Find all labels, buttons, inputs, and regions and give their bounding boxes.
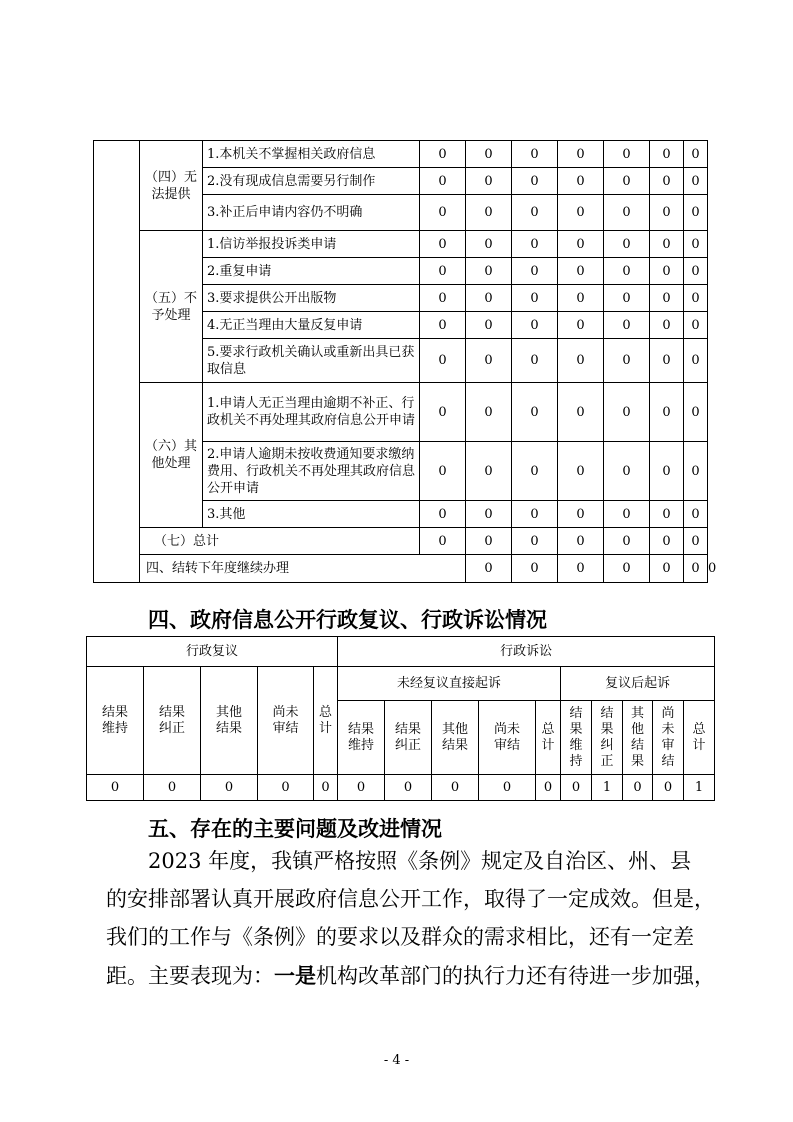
value-cell: 0 [512, 168, 558, 195]
value-cell: 0 [512, 141, 558, 168]
value-cell: 0 [604, 285, 650, 312]
col-header: 其他结果 [623, 701, 653, 775]
value-cell: 0 [144, 775, 201, 801]
category-label: （六）其他处理 [140, 383, 203, 528]
value-cell: 0 [512, 339, 558, 383]
value-cell: 0 [650, 285, 684, 312]
paragraph-line: 2023 年度，我镇严格按照《条例》规定及自治区、州、县 [148, 849, 692, 873]
header-direct-suit: 未经复议直接起诉 [338, 667, 561, 701]
value-cell: 0 [684, 141, 708, 168]
value-cell: 0 [466, 339, 512, 383]
value-cell: 0 [466, 141, 512, 168]
value-cell: 0 [512, 555, 558, 583]
value-cell: 0 [650, 168, 684, 195]
value-cell: 1 [684, 775, 715, 801]
outer-category-cell [94, 141, 140, 583]
value-cell: 0 [466, 195, 512, 231]
paragraph-line: 我们的工作与《条例》的要求以及群众的需求相比，还有一定差 [106, 925, 694, 949]
table-row [87, 637, 715, 667]
value-cell: 0 [650, 141, 684, 168]
value-cell: 0 [512, 442, 558, 501]
value-cell: 0 [684, 555, 708, 583]
value-cell: 0 [338, 775, 385, 801]
value-cell: 0 [466, 312, 512, 339]
category-label: （五）不予处理 [140, 231, 203, 383]
value-cell: 0 [604, 195, 650, 231]
row-label: 3.要求提供公开出版物 [203, 285, 420, 312]
value-cell: 0 [258, 775, 314, 801]
value-cell: 0 [420, 383, 466, 442]
value-cell: 0 [558, 258, 604, 285]
value-cell: 0 [512, 312, 558, 339]
col-header: 尚未审结 [258, 667, 314, 775]
value-cell: 0 [512, 383, 558, 442]
row-label: 5.要求行政机关确认或重新出具已获取信息 [203, 339, 420, 383]
value-cell: 1 [592, 775, 623, 801]
value-cell: 0 [512, 285, 558, 312]
value-cell: 0 [650, 442, 684, 501]
col-header: 结果纠正 [592, 701, 623, 775]
row-label: 2.申请人逾期未按收费通知要求缴纳费用、行政机关不再处理其政府信息公开申请 [203, 442, 420, 501]
value-cell: 0 [420, 528, 466, 555]
value-cell: 0 [466, 383, 512, 442]
paragraph-line [106, 961, 715, 992]
row-label: 1.本机关不掌握相关政府信息 [203, 141, 420, 168]
col-header: 结果维持 [87, 667, 144, 775]
value-cell: 0 [512, 231, 558, 258]
col-header: 结果纠正 [144, 667, 201, 775]
value-cell: 0 [558, 528, 604, 555]
value-cell: 0 [650, 312, 684, 339]
value-cell: 0 [385, 775, 432, 801]
value-cell: 0 [604, 528, 650, 555]
value-cell: 0 [650, 555, 684, 583]
value-cell: 0 [201, 775, 258, 801]
value-cell: 0 [684, 442, 708, 501]
value-cell: 0 [604, 339, 650, 383]
value-cell: 0 [650, 339, 684, 383]
value-cell: 0 [558, 195, 604, 231]
value-cell: 0 [623, 775, 653, 801]
value-cell: 0 [558, 285, 604, 312]
value-cell: 0 [558, 231, 604, 258]
value-cell: 0 [420, 442, 466, 501]
emphasis-text: 一是 [274, 964, 316, 988]
value-cell: 0 [650, 231, 684, 258]
row-label: 1.信访举报投诉类申请 [203, 231, 420, 258]
page-number: - 4 - [383, 1053, 410, 1068]
value-cell: 0 [558, 339, 604, 383]
value-cell: 0 [466, 258, 512, 285]
value-cell: 0 [466, 168, 512, 195]
col-header: 尚未审结 [479, 701, 536, 775]
carryover-label: 四、结转下年度继续办理 [140, 555, 466, 583]
row-label: 3.补正后申请内容仍不明确 [203, 195, 420, 231]
value-cell: 0 [512, 258, 558, 285]
text-run: 距。主要表现为： [106, 964, 274, 988]
value-cell: 0 [466, 555, 512, 583]
value-cell: 0 [420, 141, 466, 168]
header-admin-review: 行政复议 [87, 637, 338, 667]
value-cell: 0 [558, 383, 604, 442]
col-header: 结果纠正 [385, 701, 432, 775]
value-cell: 0 [432, 775, 479, 801]
value-cell: 0 [604, 501, 650, 528]
value-cell: 0 [650, 383, 684, 442]
table-row [94, 383, 708, 442]
value-cell: 0 [512, 501, 558, 528]
value-cell: 0 [684, 195, 708, 231]
value-cell: 0 [604, 168, 650, 195]
table-row [94, 528, 708, 555]
row-label: 1.申请人无正当理由逾期不补正、行政机关不再处理其政府信息公开申请 [203, 383, 420, 442]
value-cell: 0 [684, 231, 708, 258]
col-header: 总计 [536, 701, 561, 775]
value-cell: 0 [604, 258, 650, 285]
table-row [94, 141, 708, 168]
row-label: 4.无正当理由大量反复申请 [203, 312, 420, 339]
value-cell: 0 [466, 501, 512, 528]
value-cell: 0 [558, 312, 604, 339]
value-cell: 0 [684, 501, 708, 528]
section-heading: 四、政府信息公开行政复议、行政诉讼情况 [148, 608, 547, 632]
value-cell: 0 [558, 141, 604, 168]
section-heading: 五、存在的主要问题及改进情况 [148, 817, 442, 841]
decision-table [93, 140, 717, 583]
value-cell: 0 [558, 501, 604, 528]
value-cell: 0 [558, 555, 604, 583]
col-header: 结果维持 [561, 701, 592, 775]
col-header: 结果维持 [338, 701, 385, 775]
header-after-review-suit: 复议后起诉 [561, 667, 715, 701]
row-label: 2.重复申请 [203, 258, 420, 285]
col-header: 其他结果 [201, 667, 258, 775]
value-cell: 0 [604, 231, 650, 258]
value-cell: 0 [561, 775, 592, 801]
value-cell: 0 [650, 195, 684, 231]
table-row: 四、结转下年度继续办理 0 0 0 0 0 0 0 [94, 555, 708, 583]
value-cell: 0 [420, 231, 466, 258]
col-header: 尚未审结 [653, 701, 684, 775]
value-cell: 0 [87, 775, 144, 801]
value-cell: 0 [512, 528, 558, 555]
value-cell: 0 [558, 168, 604, 195]
table-row [87, 775, 715, 801]
value-cell: 0 [479, 775, 536, 801]
value-cell: 0 [684, 312, 708, 339]
header-litigation: 行政诉讼 [338, 637, 715, 667]
value-cell: 0 [650, 501, 684, 528]
col-header: 总计 [314, 667, 338, 775]
value-cell: 0 [536, 775, 561, 801]
value-cell: 0 [558, 442, 604, 501]
value-cell: 0 [653, 775, 684, 801]
table-row [87, 667, 715, 701]
value-cell: 0 [604, 442, 650, 501]
col-header: 总计 [684, 701, 715, 775]
row-label: 2.没有现成信息需要另行制作 [203, 168, 420, 195]
value-cell: 0 [684, 383, 708, 442]
value-cell: 0 [684, 168, 708, 195]
value-cell: 0 [420, 285, 466, 312]
value-cell: 0 [604, 141, 650, 168]
review-litigation-table [86, 636, 715, 801]
value-cell: 0 [420, 339, 466, 383]
value-cell: 0 [466, 231, 512, 258]
value-cell: 0 [420, 501, 466, 528]
value-cell: 0 [650, 258, 684, 285]
value-cell: 0 [684, 528, 708, 555]
value-cell: 0 [684, 285, 708, 312]
value-cell: 0 [604, 555, 650, 583]
value-cell: 0 [420, 312, 466, 339]
text-run: 机构改革部门的执行力还有待进一步加强， [316, 964, 715, 988]
col-header: 其他结果 [432, 701, 479, 775]
table-row [94, 231, 708, 258]
value-cell: 0 [466, 528, 512, 555]
paragraph-line: 的安排部署认真开展政府信息公开工作，取得了一定成效。但是， [106, 887, 715, 911]
value-cell: 0 [420, 195, 466, 231]
category-label: （四）无法提供 [140, 141, 203, 231]
value-cell: 0 [512, 195, 558, 231]
value-cell: 0 [466, 442, 512, 501]
total-label: （七）总计 [140, 528, 420, 555]
value-cell: 0 [604, 312, 650, 339]
value-cell: 0 [684, 339, 708, 383]
row-label: 3.其他 [203, 501, 420, 528]
value-cell: 0 [420, 168, 466, 195]
value-cell: 0 [604, 383, 650, 442]
value-cell: 0 [466, 285, 512, 312]
value-cell: 0 [314, 775, 338, 801]
value-cell: 0 [650, 528, 684, 555]
value-cell: 0 [684, 258, 708, 285]
value-cell: 0 [420, 258, 466, 285]
